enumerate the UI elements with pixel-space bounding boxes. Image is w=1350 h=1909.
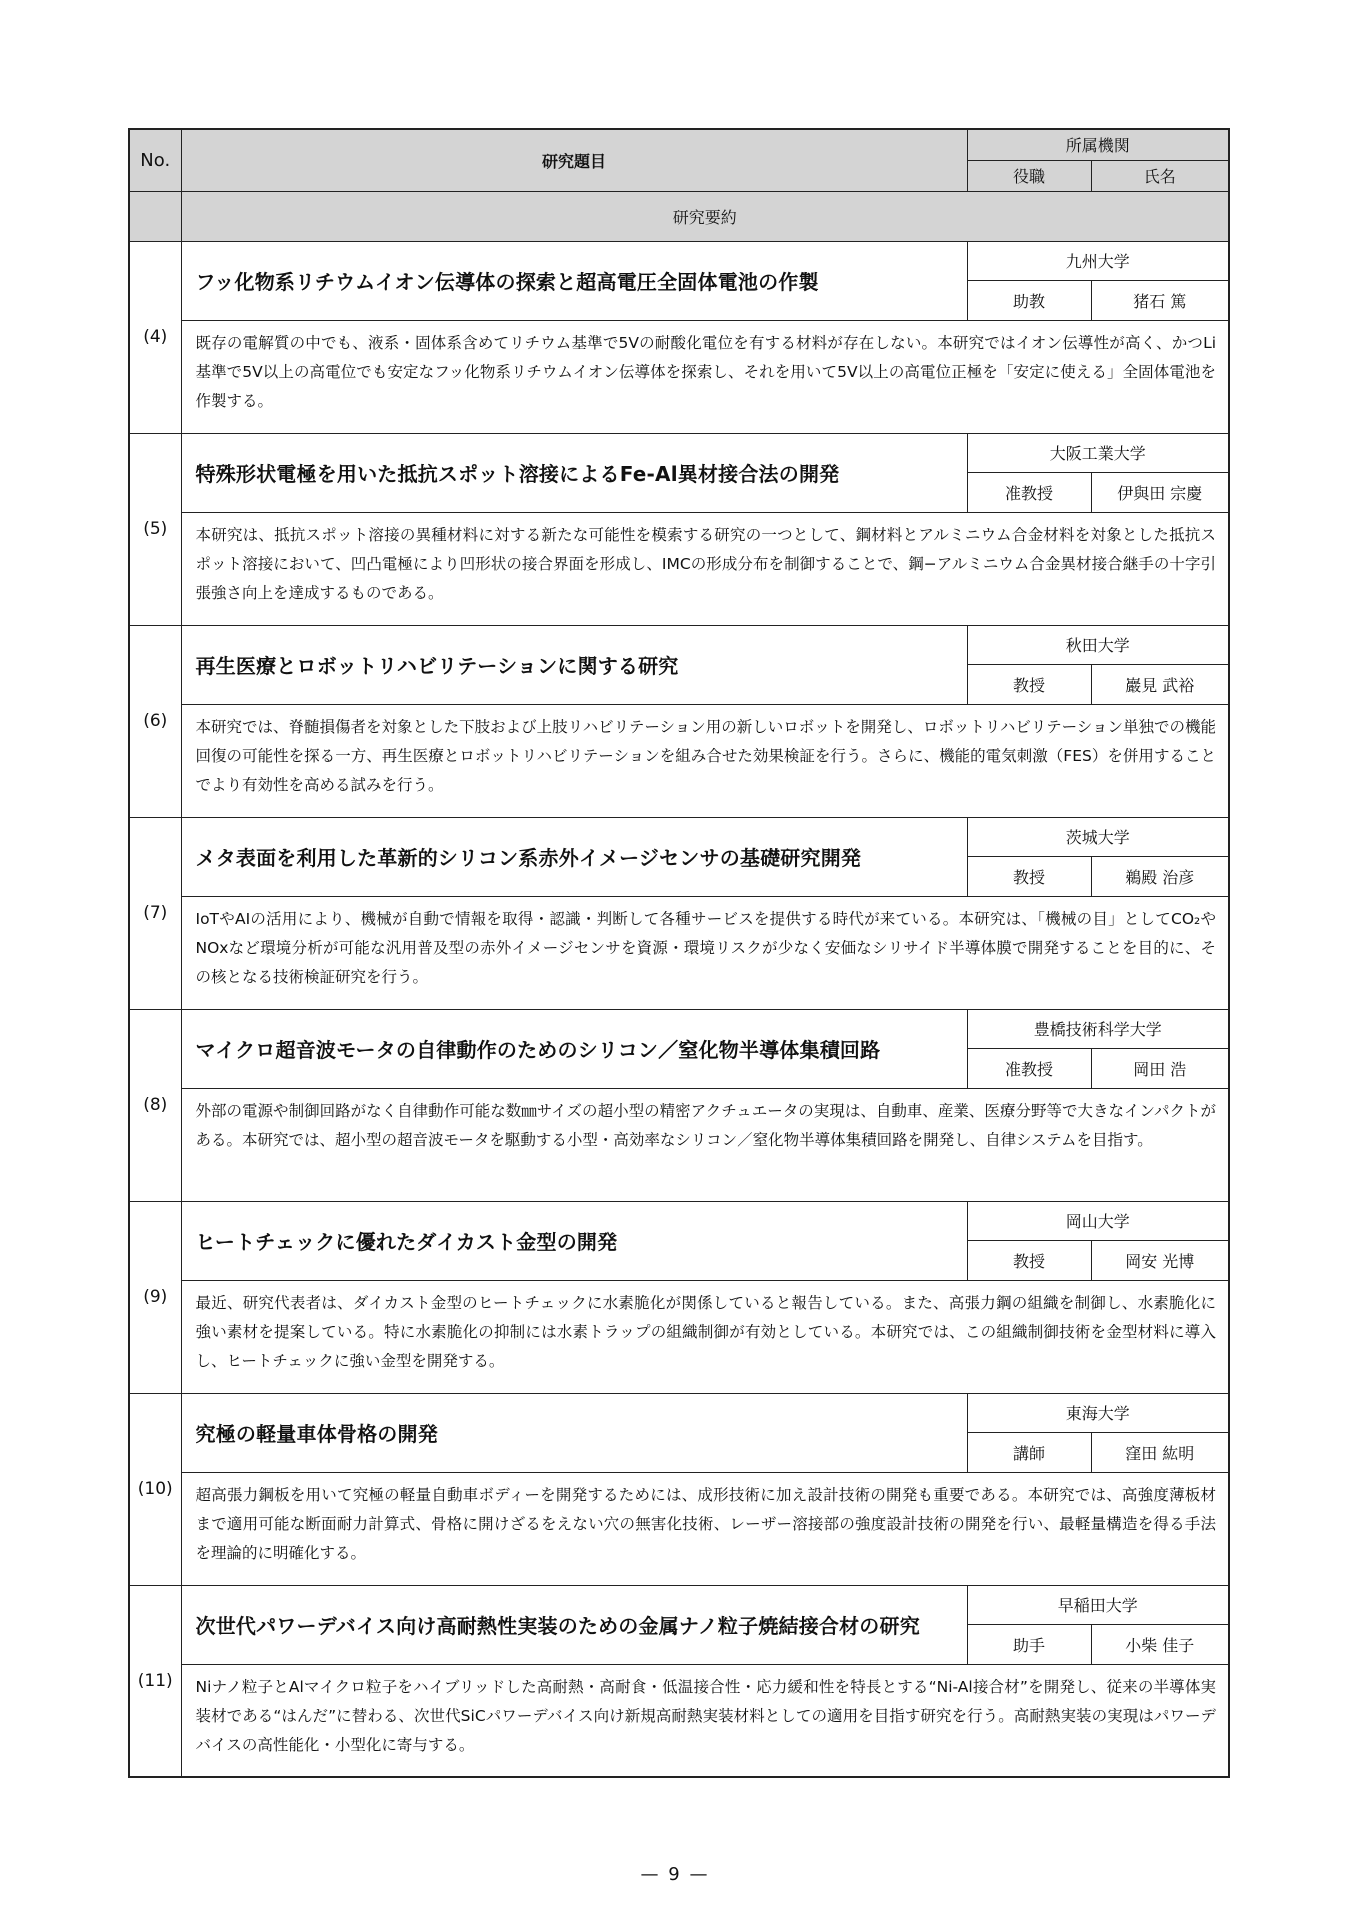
header-summary: 研究要約 [181,191,1229,241]
researcher-name: 鵜殿 治彦 [1091,856,1229,896]
row-number: (10) [129,1393,181,1585]
institution: 早稲田大学 [967,1585,1229,1624]
institution: 九州大学 [967,241,1229,280]
row-number: (6) [129,625,181,817]
researcher-name: 窪田 紘明 [1091,1432,1229,1472]
table-row [129,1009,1229,1048]
researcher-name: 小柴 佳子 [1091,1624,1229,1664]
table-row [129,1664,1229,1777]
table-row [129,1201,1229,1240]
research-title: フッ化物系リチウムイオン伝導体の探索と超高電圧全固体電池の作製 [181,241,967,320]
header-institution: 所属機関 [967,129,1229,160]
table-row [129,241,1229,280]
role: 講師 [967,1432,1091,1472]
research-title: 次世代パワーデバイス向け高耐熱性実装のための金属ナノ粒子焼結接合材の研究 [181,1585,967,1664]
table-row [129,512,1229,625]
table-row [129,1393,1229,1432]
table-row [129,1585,1229,1624]
research-title: マイクロ超音波モータの自律動作のためのシリコン／窒化物半導体集積回路 [181,1009,967,1088]
header-title: 研究題目 [181,129,967,191]
role: 准教授 [967,1048,1091,1088]
page-number: — 9 — [640,1864,710,1885]
table-row [129,433,1229,472]
research-title: 再生医療とロボットリハビリテーションに関する研究 [181,625,967,704]
institution: 豊橋技術科学大学 [967,1009,1229,1048]
research-summary: 外部の電源や制御回路がなく自律動作可能な数㎜サイズの超小型の精密アクチュエータの実現は、自動車、産業、医療分野等で大きなインパクトがある。本研究では、超小型の超音波モータを駆動する小型・高効率なシリコン／窒化物半導体集積回路を開発し、自律システムを目指す。 [181,1088,1229,1201]
header-name: 氏名 [1091,160,1229,191]
research-table [128,128,1230,1778]
table-row [129,1472,1229,1585]
researcher-name: 岡安 光博 [1091,1240,1229,1280]
header-no-spacer [129,191,181,241]
table-row [129,817,1229,856]
header-role: 役職 [967,160,1091,191]
researcher-name: 伊與田 宗慶 [1091,472,1229,512]
header-row [129,191,1229,241]
institution: 秋田大学 [967,625,1229,664]
research-summary: IoTやAIの活用により、機械が自動で情報を取得・認識・判断して各種サービスを提供する時代が来ている。本研究は、「機械の目」としてCO₂やNOxなど環境分析が可能な汎用普及型の赤外イメージセンサを資源・環境リスクが少なく安価なシリサイド半導体膜で開発することを目的に、その核となる技術検証研究を行う。 [181,896,1229,1009]
research-summary: Niナノ粒子とAlマイクロ粒子をハイブリッドした高耐熱・高耐食・低温接合性・応力緩和性を特長とする“Ni-Al接合材”を開発し、従来の半導体実装材である“はんだ”に替わる、次世代SiCパワーデバイス向け新規高耐熱実装材料としての適用を目指す研究を行う。高耐熱実装の実現はパワーデバイスの高性能化・小型化に寄与する。 [181,1664,1229,1777]
row-number: (9) [129,1201,181,1393]
role: 助手 [967,1624,1091,1664]
research-title: ヒートチェックに優れたダイカスト金型の開発 [181,1201,967,1280]
research-summary: 本研究は、抵抗スポット溶接の異種材料に対する新たな可能性を模索する研究の一つとして、鋼材料とアルミニウム合金材料を対象とした抵抗スポット溶接において、凹凸電極により凹形状の接合界面を形成し、IMCの形成分布を制御することで、鋼−アルミニウム合金異材接合継手の十字引張強さ向上を達成するものである。 [181,512,1229,625]
institution: 東海大学 [967,1393,1229,1432]
table-row [129,1280,1229,1393]
research-table-body [129,129,1229,1777]
researcher-name: 猪石 篤 [1091,280,1229,320]
role: 教授 [967,1240,1091,1280]
researcher-name: 巖見 武裕 [1091,664,1229,704]
research-summary: 既存の電解質の中でも、液系・固体系含めてリチウム基準で5Vの耐酸化電位を有する材料が存在しない。本研究ではイオン伝導性が高く、かつLi基準で5V以上の高電位でも安定なフッ化物系リチウムイオン伝導体を探索し、それを用いて5V以上の高電位正極を「安定に使える」全固体電池を作製する。 [181,320,1229,433]
research-title: メタ表面を利用した革新的シリコン系赤外イメージセンサの基礎研究開発 [181,817,967,896]
institution: 茨城大学 [967,817,1229,856]
table-row [129,320,1229,433]
research-summary: 本研究では、脊髄損傷者を対象とした下肢および上肢リハビリテーション用の新しいロボットを開発し、ロボットリハビリテーション単独での機能回復の可能性を探る一方、再生医療とロボットリハビリテーションを組み合せた効果検証を行う。さらに、機能的電気刺激（FES）を併用することでより有効性を高める試みを行う。 [181,704,1229,817]
role: 教授 [967,856,1091,896]
header-no: No. [129,129,181,191]
research-summary: 最近、研究代表者は、ダイカスト金型のヒートチェックに水素脆化が関係していると報告している。また、高張力鋼の組織を制御し、水素脆化に強い素材を提案している。特に水素脆化の抑制には水素トラップの組織制御が有効としている。本研究では、この組織制御技術を金型材料に導入し、ヒートチェックに強い金型を開発する。 [181,1280,1229,1393]
researcher-name: 岡田 浩 [1091,1048,1229,1088]
role: 教授 [967,664,1091,704]
institution: 岡山大学 [967,1201,1229,1240]
research-title: 究極の軽量車体骨格の開発 [181,1393,967,1472]
table-row [129,625,1229,664]
table-row [129,896,1229,1009]
row-number: (11) [129,1585,181,1777]
research-summary: 超高張力鋼板を用いて究極の軽量自動車ボディーを開発するためには、成形技術に加え設計技術の開発も重要である。本研究では、高強度薄板材まで適用可能な断面耐力計算式、骨格に開けざるをえない穴の無害化技術、レーザー溶接部の強度設計技術の開発を行い、最軽量構造を得る手法を理論的に明確化する。 [181,1472,1229,1585]
row-number: (7) [129,817,181,1009]
row-number: (8) [129,1009,181,1201]
header-row [129,129,1229,160]
row-number: (4) [129,241,181,433]
role: 助教 [967,280,1091,320]
table-row [129,704,1229,817]
table-row [129,1088,1229,1201]
research-title: 特殊形状電極を用いた抵抗スポット溶接によるFe-Al異材接合法の開発 [181,433,967,512]
role: 准教授 [967,472,1091,512]
row-number: (5) [129,433,181,625]
institution: 大阪工業大学 [967,433,1229,472]
